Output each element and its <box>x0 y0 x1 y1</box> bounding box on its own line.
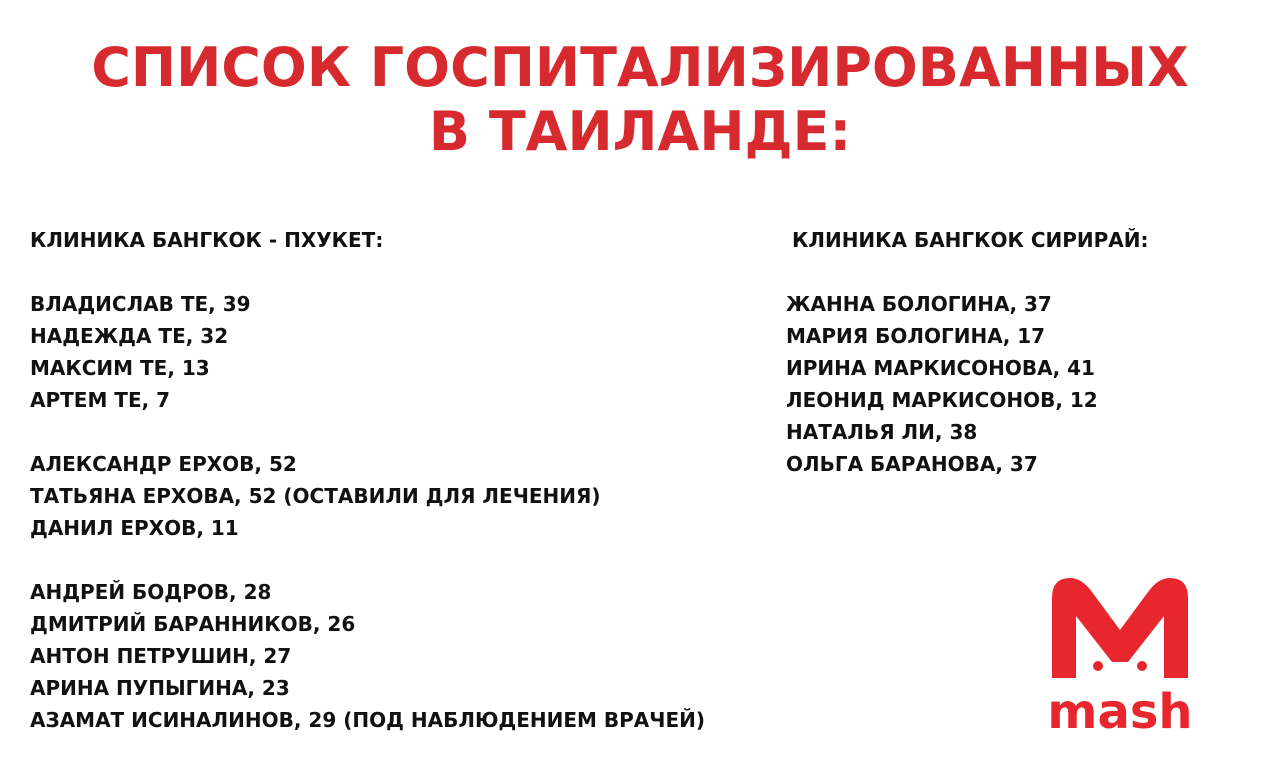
clinic-bangkok-siriraj-list <box>786 224 1149 480</box>
mash-logo-m-shape <box>1052 578 1188 678</box>
patient-entry: ДАНИЛ ЕРХОВ, 11 <box>30 516 239 540</box>
patient-entry: НАДЕЖДА ТЕ, 32 <box>30 324 229 348</box>
patient-entry: ОЛЬГА БАРАНОВА, 37 <box>786 452 1038 476</box>
patient-entry: ЛЕОНИД МАРКИСОНОВ, 12 <box>786 388 1098 412</box>
page-title <box>0 36 1280 164</box>
mash-logo-wordmark: mash <box>1047 684 1193 740</box>
patient-entry: АНДРЕЙ БОДРОВ, 28 <box>30 580 272 604</box>
patient-entry: МАКСИМ ТЕ, 13 <box>30 356 210 380</box>
patient-group <box>786 288 1149 480</box>
patient-entry: АЗАМАТ ИСИНАЛИНОВ, 29 (ПОД НАБЛЮДЕНИЕМ ВРАЧЕЙ) <box>30 708 705 732</box>
clinic-heading: КЛИНИКА БАНГКОК - ПХУКЕТ: <box>30 228 384 252</box>
patient-entry: АРИНА ПУПЫГИНА, 23 <box>30 676 290 700</box>
page-title-line-1: СПИСОК ГОСПИТАЛИЗИРОВАННЫХ <box>91 36 1189 99</box>
mash-logo <box>1040 570 1200 740</box>
clinic-bangkok-phuket-list <box>30 224 705 736</box>
patient-entry: ВЛАДИСЛАВ ТЕ, 39 <box>30 292 251 316</box>
mash-logo-eye-right <box>1137 661 1147 671</box>
patient-group <box>30 576 705 736</box>
patient-group <box>30 288 705 416</box>
patient-entry: НАТАЛЬЯ ЛИ, 38 <box>786 420 978 444</box>
patient-entry: МАРИЯ БОЛОГИНА, 17 <box>786 324 1046 348</box>
patient-entry: АНТОН ПЕТРУШИН, 27 <box>30 644 292 668</box>
mash-logo-eye-left <box>1093 661 1103 671</box>
page-title-line-2: В ТАИЛАНДЕ: <box>428 100 852 163</box>
patient-entry: ТАТЬЯНА ЕРХОВА, 52 (ОСТАВИЛИ ДЛЯ ЛЕЧЕНИЯ) <box>30 484 601 508</box>
patient-group <box>30 448 705 544</box>
patient-entry: ЖАННА БОЛОГИНА, 37 <box>786 292 1052 316</box>
patient-entry: ДМИТРИЙ БАРАННИКОВ, 26 <box>30 612 356 636</box>
patient-entry: АРТЕМ ТЕ, 7 <box>30 388 171 412</box>
clinic-heading: КЛИНИКА БАНГКОК СИРИРАЙ: <box>792 228 1149 252</box>
patient-entry: ИРИНА МАРКИСОНОВА, 41 <box>786 356 1095 380</box>
patient-entry: АЛЕКСАНДР ЕРХОВ, 52 <box>30 452 297 476</box>
